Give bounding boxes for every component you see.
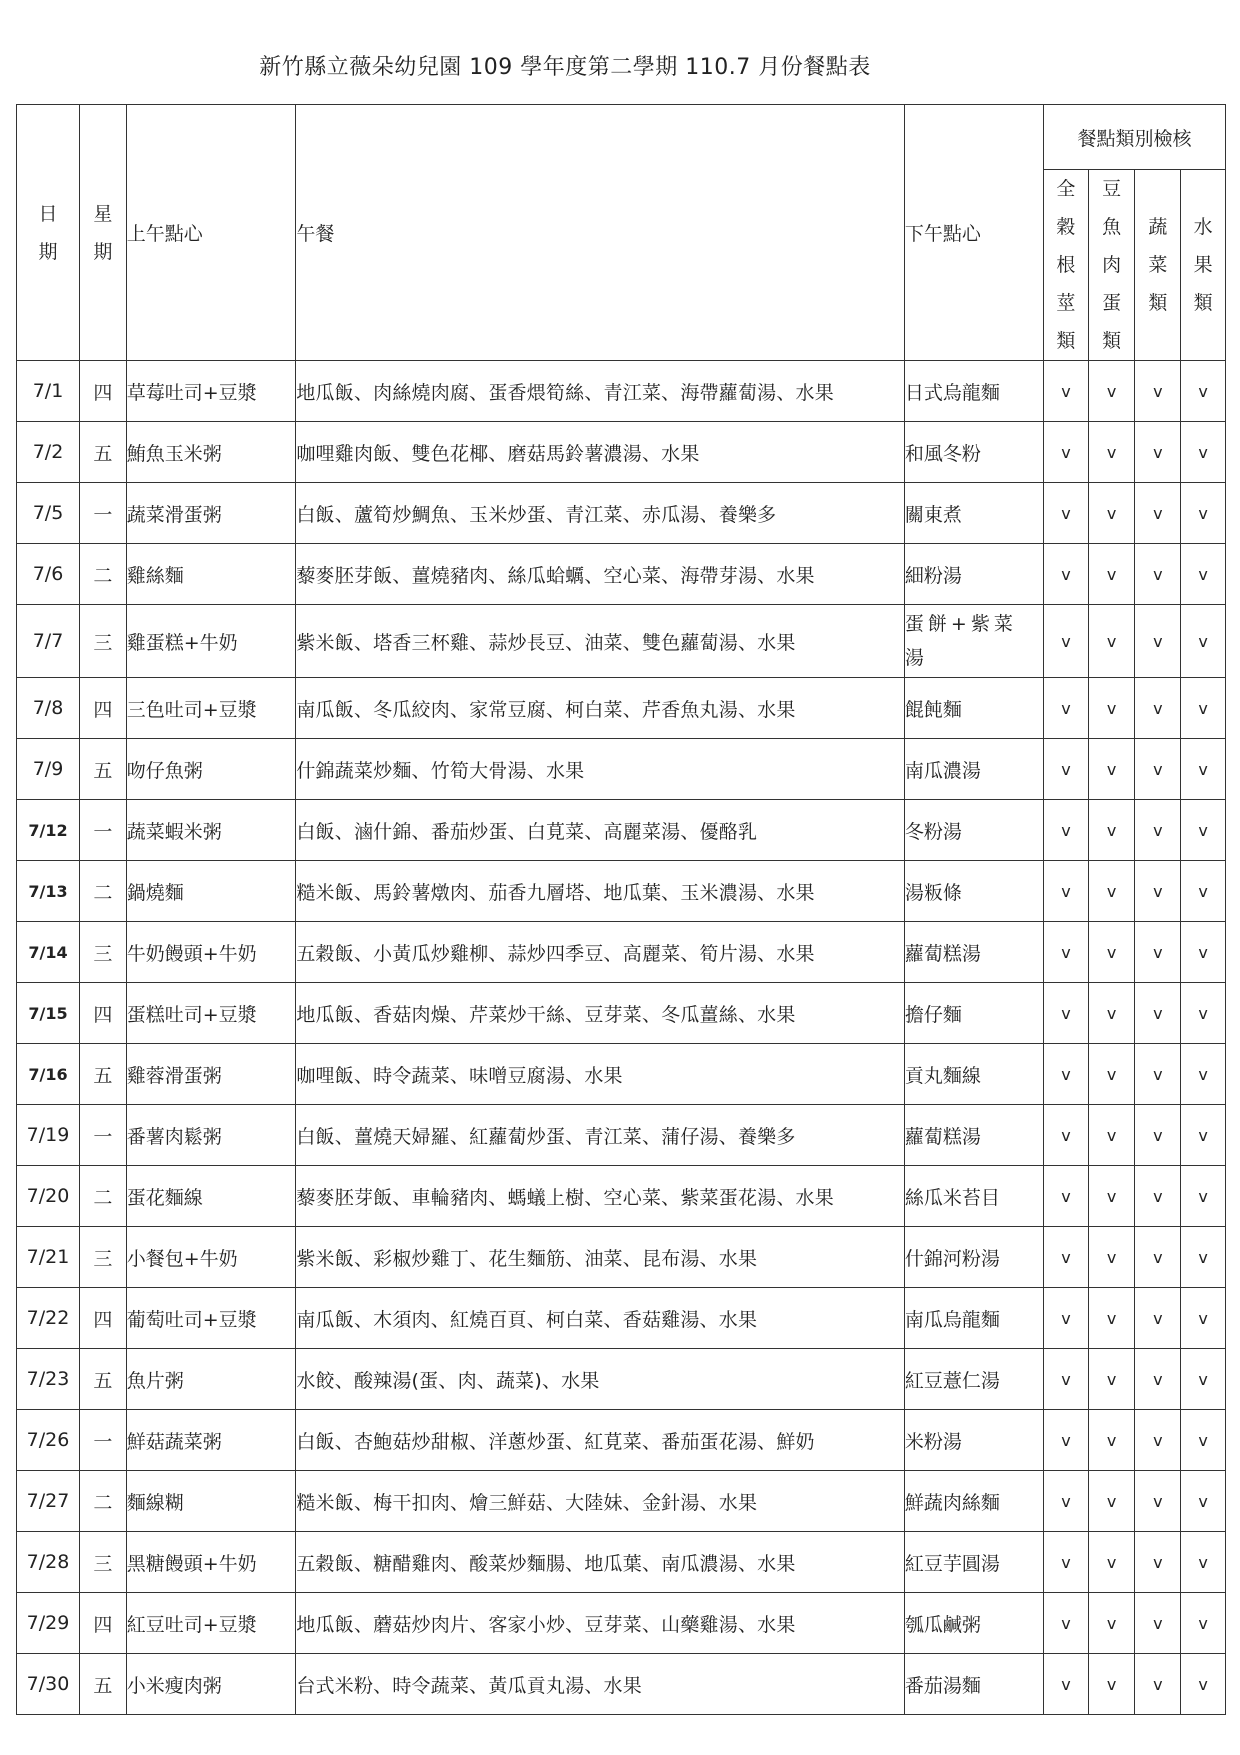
date-cell: 7/21 (17, 1227, 80, 1288)
check-protein-cell: v (1088, 483, 1135, 544)
check-protein-cell: v (1088, 1288, 1135, 1349)
am-snack-cell: 蛋花麵線 (126, 1166, 296, 1227)
check-vegetable-cell: v (1135, 422, 1181, 483)
date-cell: 7/22 (17, 1288, 80, 1349)
header-am-snack: 上午點心 (126, 105, 296, 361)
am-snack-cell: 雞絲麵 (126, 544, 296, 605)
day-cell: 四 (79, 1593, 126, 1654)
check-grains-cell: v (1044, 1044, 1089, 1105)
table-row (17, 1532, 1226, 1593)
check-grains-cell: v (1044, 1288, 1089, 1349)
lunch-cell: 紫米飯、塔香三杯雞、蒜炒長豆、油菜、雙色蘿蔔湯、水果 (296, 605, 905, 678)
am-snack-cell: 番薯肉鬆粥 (126, 1105, 296, 1166)
check-grains-cell: v (1044, 1349, 1089, 1410)
lunch-cell: 地瓜飯、肉絲燒肉腐、蛋香煨筍絲、青江菜、海帶蘿蔔湯、水果 (296, 361, 905, 422)
day-cell: 四 (79, 1288, 126, 1349)
lunch-cell: 白飯、杏鮑菇炒甜椒、洋蔥炒蛋、紅莧菜、番茄蛋花湯、鮮奶 (296, 1410, 905, 1471)
check-fruit-cell: v (1181, 1044, 1226, 1105)
check-grains-cell: v (1044, 800, 1089, 861)
check-protein-cell: v (1088, 544, 1135, 605)
table-row (17, 800, 1226, 861)
table-row (17, 1410, 1226, 1471)
check-protein-cell: v (1088, 1593, 1135, 1654)
day-cell: 四 (79, 983, 126, 1044)
day-cell: 二 (79, 1471, 126, 1532)
am-snack-cell: 草莓吐司+豆漿 (126, 361, 296, 422)
lunch-cell: 什錦蔬菜炒麵、竹筍大骨湯、水果 (296, 739, 905, 800)
pm-snack-cell: 紅豆薏仁湯 (904, 1349, 1043, 1410)
am-snack-cell: 鮪魚玉米粥 (126, 422, 296, 483)
lunch-cell: 台式米粉、時令蔬菜、黃瓜貢丸湯、水果 (296, 1654, 905, 1715)
lunch-cell: 水餃、酸辣湯(蛋、肉、蔬菜)、水果 (296, 1349, 905, 1410)
am-snack-cell: 牛奶饅頭+牛奶 (126, 922, 296, 983)
check-vegetable-cell: v (1135, 1532, 1181, 1593)
lunch-cell: 糙米飯、梅干扣肉、燴三鮮菇、大陸妹、金針湯、水果 (296, 1471, 905, 1532)
table-row (17, 739, 1226, 800)
check-protein-cell: v (1088, 1044, 1135, 1105)
lunch-cell: 地瓜飯、蘑菇炒肉片、客家小炒、豆芽菜、山藥雞湯、水果 (296, 1593, 905, 1654)
check-protein-cell: v (1088, 1105, 1135, 1166)
pm-snack-cell: 什錦河粉湯 (904, 1227, 1043, 1288)
table-row (17, 922, 1226, 983)
day-cell: 五 (79, 1349, 126, 1410)
am-snack-cell: 小餐包+牛奶 (126, 1227, 296, 1288)
date-cell: 7/1 (17, 361, 80, 422)
check-grains-cell: v (1044, 1593, 1089, 1654)
check-fruit-cell: v (1181, 1288, 1226, 1349)
pm-snack-cell: 南瓜烏龍麵 (904, 1288, 1043, 1349)
check-vegetable-cell: v (1135, 1166, 1181, 1227)
pm-snack-cell: 貢丸麵線 (904, 1044, 1043, 1105)
pm-snack-cell: 細粉湯 (904, 544, 1043, 605)
check-protein-cell: v (1088, 1227, 1135, 1288)
date-cell: 7/7 (17, 605, 80, 678)
check-vegetable-cell: v (1135, 800, 1181, 861)
check-protein-cell: v (1088, 361, 1135, 422)
date-cell: 7/16 (17, 1044, 80, 1105)
am-snack-cell: 蔬菜蝦米粥 (126, 800, 296, 861)
am-snack-cell: 麵線糊 (126, 1471, 296, 1532)
date-cell: 7/8 (17, 678, 80, 739)
day-cell: 四 (79, 361, 126, 422)
check-grains-cell: v (1044, 361, 1089, 422)
am-snack-cell: 雞蓉滑蛋粥 (126, 1044, 296, 1105)
check-vegetable-cell: v (1135, 605, 1181, 678)
check-grains-cell: v (1044, 1105, 1089, 1166)
check-vegetable-cell: v (1135, 1044, 1181, 1105)
pm-snack-cell: 關東煮 (904, 483, 1043, 544)
pm-snack-cell: 番茄湯麵 (904, 1654, 1043, 1715)
date-cell: 7/12 (17, 800, 80, 861)
check-fruit-cell: v (1181, 922, 1226, 983)
check-protein-cell: v (1088, 1166, 1135, 1227)
check-grains-cell: v (1044, 1532, 1089, 1593)
table-row (17, 1166, 1226, 1227)
check-vegetable-cell: v (1135, 1593, 1181, 1654)
table-row (17, 1654, 1226, 1715)
check-fruit-cell: v (1181, 1227, 1226, 1288)
date-cell: 7/13 (17, 861, 80, 922)
check-protein-cell: v (1088, 861, 1135, 922)
check-grains-cell: v (1044, 1654, 1089, 1715)
check-vegetable-cell: v (1135, 983, 1181, 1044)
pm-snack-cell: 蘿蔔糕湯 (904, 922, 1043, 983)
day-cell: 五 (79, 1044, 126, 1105)
date-cell: 7/14 (17, 922, 80, 983)
date-cell: 7/20 (17, 1166, 80, 1227)
header-date: 日期 (17, 105, 80, 361)
table-row (17, 1349, 1226, 1410)
am-snack-cell: 雞蛋糕+牛奶 (126, 605, 296, 678)
date-cell: 7/29 (17, 1593, 80, 1654)
pm-snack-cell: 瓠瓜鹹粥 (904, 1593, 1043, 1654)
lunch-cell: 咖哩飯、時令蔬菜、味噌豆腐湯、水果 (296, 1044, 905, 1105)
check-vegetable-cell: v (1135, 678, 1181, 739)
day-cell: 一 (79, 800, 126, 861)
day-cell: 五 (79, 422, 126, 483)
check-grains-cell: v (1044, 1471, 1089, 1532)
check-grains-cell: v (1044, 1166, 1089, 1227)
header-check-protein: 豆魚肉蛋類 (1088, 170, 1135, 361)
day-cell: 二 (79, 861, 126, 922)
check-fruit-cell: v (1181, 544, 1226, 605)
check-fruit-cell: v (1181, 1105, 1226, 1166)
check-grains-cell: v (1044, 983, 1089, 1044)
check-fruit-cell: v (1181, 605, 1226, 678)
check-fruit-cell: v (1181, 1593, 1226, 1654)
lunch-cell: 白飯、薑燒天婦羅、紅蘿蔔炒蛋、青江菜、蒲仔湯、養樂多 (296, 1105, 905, 1166)
date-cell: 7/27 (17, 1471, 80, 1532)
lunch-cell: 五穀飯、糖醋雞肉、酸菜炒麵腸、地瓜葉、南瓜濃湯、水果 (296, 1532, 905, 1593)
table-row (17, 861, 1226, 922)
day-cell: 四 (79, 678, 126, 739)
table-row (17, 422, 1226, 483)
check-fruit-cell: v (1181, 983, 1226, 1044)
day-cell: 一 (79, 1105, 126, 1166)
check-vegetable-cell: v (1135, 861, 1181, 922)
pm-snack-cell: 湯粄條 (904, 861, 1043, 922)
check-vegetable-cell: v (1135, 1349, 1181, 1410)
check-vegetable-cell: v (1135, 483, 1181, 544)
check-grains-cell: v (1044, 483, 1089, 544)
date-cell: 7/23 (17, 1349, 80, 1410)
pm-snack-cell: 米粉湯 (904, 1410, 1043, 1471)
check-grains-cell: v (1044, 922, 1089, 983)
date-cell: 7/15 (17, 983, 80, 1044)
pm-snack-cell: 擔仔麵 (904, 983, 1043, 1044)
table-row (17, 1044, 1226, 1105)
lunch-cell: 五穀飯、小黃瓜炒雞柳、蒜炒四季豆、高麗菜、筍片湯、水果 (296, 922, 905, 983)
check-fruit-cell: v (1181, 1654, 1226, 1715)
day-cell: 一 (79, 483, 126, 544)
am-snack-cell: 蔬菜滑蛋粥 (126, 483, 296, 544)
table-row (17, 1471, 1226, 1532)
day-cell: 三 (79, 605, 126, 678)
day-cell: 一 (79, 1410, 126, 1471)
table-row (17, 544, 1226, 605)
am-snack-cell: 葡萄吐司+豆漿 (126, 1288, 296, 1349)
check-fruit-cell: v (1181, 1410, 1226, 1471)
check-protein-cell: v (1088, 922, 1135, 983)
header-check-group: 餐點類別檢核 (1044, 105, 1226, 170)
table-row (17, 483, 1226, 544)
header-check-grains: 全穀根莖類 (1044, 170, 1089, 361)
check-protein-cell: v (1088, 983, 1135, 1044)
check-grains-cell: v (1044, 678, 1089, 739)
pm-snack-cell: 蛋餅+紫菜湯 (904, 605, 1043, 678)
pm-snack-cell: 絲瓜米苔目 (904, 1166, 1043, 1227)
pm-snack-cell: 冬粉湯 (904, 800, 1043, 861)
am-snack-cell: 小米瘦肉粥 (126, 1654, 296, 1715)
check-vegetable-cell: v (1135, 361, 1181, 422)
check-vegetable-cell: v (1135, 1227, 1181, 1288)
check-protein-cell: v (1088, 1471, 1135, 1532)
lunch-cell: 白飯、蘆筍炒鯛魚、玉米炒蛋、青江菜、赤瓜湯、養樂多 (296, 483, 905, 544)
date-cell: 7/5 (17, 483, 80, 544)
pm-snack-cell: 紅豆芋圓湯 (904, 1532, 1043, 1593)
lunch-cell: 咖哩雞肉飯、雙色花椰、磨菇馬鈴薯濃湯、水果 (296, 422, 905, 483)
lunch-cell: 藜麥胚芽飯、車輪豬肉、螞蟻上樹、空心菜、紫菜蛋花湯、水果 (296, 1166, 905, 1227)
pm-snack-cell: 鮮蔬肉絲麵 (904, 1471, 1043, 1532)
pm-snack-cell: 和風冬粉 (904, 422, 1043, 483)
day-cell: 三 (79, 922, 126, 983)
check-grains-cell: v (1044, 422, 1089, 483)
check-fruit-cell: v (1181, 422, 1226, 483)
meal-table (16, 104, 1226, 1715)
check-protein-cell: v (1088, 1349, 1135, 1410)
day-cell: 五 (79, 1654, 126, 1715)
check-grains-cell: v (1044, 1410, 1089, 1471)
table-row (17, 983, 1226, 1044)
header-pm-snack: 下午點心 (904, 105, 1043, 361)
pm-snack-cell: 南瓜濃湯 (904, 739, 1043, 800)
am-snack-cell: 吻仔魚粥 (126, 739, 296, 800)
lunch-cell: 南瓜飯、木須肉、紅燒百頁、柯白菜、香菇雞湯、水果 (296, 1288, 905, 1349)
check-fruit-cell: v (1181, 361, 1226, 422)
lunch-cell: 地瓜飯、香菇肉燥、芹菜炒干絲、豆芽菜、冬瓜薑絲、水果 (296, 983, 905, 1044)
table-row (17, 1227, 1226, 1288)
table-row (17, 1288, 1226, 1349)
header-check-vegetable: 蔬菜類 (1135, 170, 1181, 361)
header-check-fruit: 水果類 (1181, 170, 1226, 361)
check-vegetable-cell: v (1135, 1105, 1181, 1166)
lunch-cell: 白飯、滷什錦、番茄炒蛋、白莧菜、高麗菜湯、優酪乳 (296, 800, 905, 861)
table-row (17, 361, 1226, 422)
header-lunch: 午餐 (296, 105, 905, 361)
day-cell: 三 (79, 1227, 126, 1288)
check-protein-cell: v (1088, 422, 1135, 483)
check-grains-cell: v (1044, 544, 1089, 605)
lunch-cell: 南瓜飯、冬瓜絞肉、家常豆腐、柯白菜、芹香魚丸湯、水果 (296, 678, 905, 739)
check-fruit-cell: v (1181, 800, 1226, 861)
am-snack-cell: 黑糖饅頭+牛奶 (126, 1532, 296, 1593)
table-row (17, 1593, 1226, 1654)
lunch-cell: 糙米飯、馬鈴薯燉肉、茄香九層塔、地瓜葉、玉米濃湯、水果 (296, 861, 905, 922)
check-vegetable-cell: v (1135, 1410, 1181, 1471)
check-grains-cell: v (1044, 605, 1089, 678)
check-vegetable-cell: v (1135, 1288, 1181, 1349)
check-fruit-cell: v (1181, 678, 1226, 739)
check-protein-cell: v (1088, 739, 1135, 800)
check-vegetable-cell: v (1135, 922, 1181, 983)
table-row (17, 605, 1226, 678)
header-day: 星期 (79, 105, 126, 361)
check-fruit-cell: v (1181, 1166, 1226, 1227)
am-snack-cell: 鮮菇蔬菜粥 (126, 1410, 296, 1471)
pm-snack-cell: 日式烏龍麵 (904, 361, 1043, 422)
table-row (17, 678, 1226, 739)
check-protein-cell: v (1088, 605, 1135, 678)
page-title: 新竹縣立薇朵幼兒園 109 學年度第二學期 110.7 月份餐點表 (259, 55, 871, 80)
check-fruit-cell: v (1181, 1349, 1226, 1410)
check-fruit-cell: v (1181, 861, 1226, 922)
day-cell: 五 (79, 739, 126, 800)
table-row (17, 1105, 1226, 1166)
meal-table-body (17, 361, 1226, 1715)
date-cell: 7/9 (17, 739, 80, 800)
date-cell: 7/26 (17, 1410, 80, 1471)
day-cell: 三 (79, 1532, 126, 1593)
check-protein-cell: v (1088, 1654, 1135, 1715)
am-snack-cell: 魚片粥 (126, 1349, 296, 1410)
check-protein-cell: v (1088, 678, 1135, 739)
check-vegetable-cell: v (1135, 1654, 1181, 1715)
check-fruit-cell: v (1181, 1471, 1226, 1532)
check-protein-cell: v (1088, 800, 1135, 861)
date-cell: 7/19 (17, 1105, 80, 1166)
am-snack-cell: 鍋燒麵 (126, 861, 296, 922)
check-fruit-cell: v (1181, 1532, 1226, 1593)
check-vegetable-cell: v (1135, 739, 1181, 800)
date-cell: 7/2 (17, 422, 80, 483)
day-cell: 二 (79, 1166, 126, 1227)
pm-snack-cell: 蘿蔔糕湯 (904, 1105, 1043, 1166)
check-fruit-cell: v (1181, 739, 1226, 800)
lunch-cell: 藜麥胚芽飯、薑燒豬肉、絲瓜蛤蠣、空心菜、海帶芽湯、水果 (296, 544, 905, 605)
am-snack-cell: 三色吐司+豆漿 (126, 678, 296, 739)
am-snack-cell: 蛋糕吐司+豆漿 (126, 983, 296, 1044)
lunch-cell: 紫米飯、彩椒炒雞丁、花生麵筋、油菜、昆布湯、水果 (296, 1227, 905, 1288)
pm-snack-cell: 餛飩麵 (904, 678, 1043, 739)
date-cell: 7/28 (17, 1532, 80, 1593)
date-cell: 7/6 (17, 544, 80, 605)
check-fruit-cell: v (1181, 483, 1226, 544)
check-protein-cell: v (1088, 1532, 1135, 1593)
date-cell: 7/30 (17, 1654, 80, 1715)
check-grains-cell: v (1044, 739, 1089, 800)
check-grains-cell: v (1044, 1227, 1089, 1288)
am-snack-cell: 紅豆吐司+豆漿 (126, 1593, 296, 1654)
check-vegetable-cell: v (1135, 1471, 1181, 1532)
check-vegetable-cell: v (1135, 544, 1181, 605)
day-cell: 二 (79, 544, 126, 605)
check-grains-cell: v (1044, 861, 1089, 922)
check-protein-cell: v (1088, 1410, 1135, 1471)
